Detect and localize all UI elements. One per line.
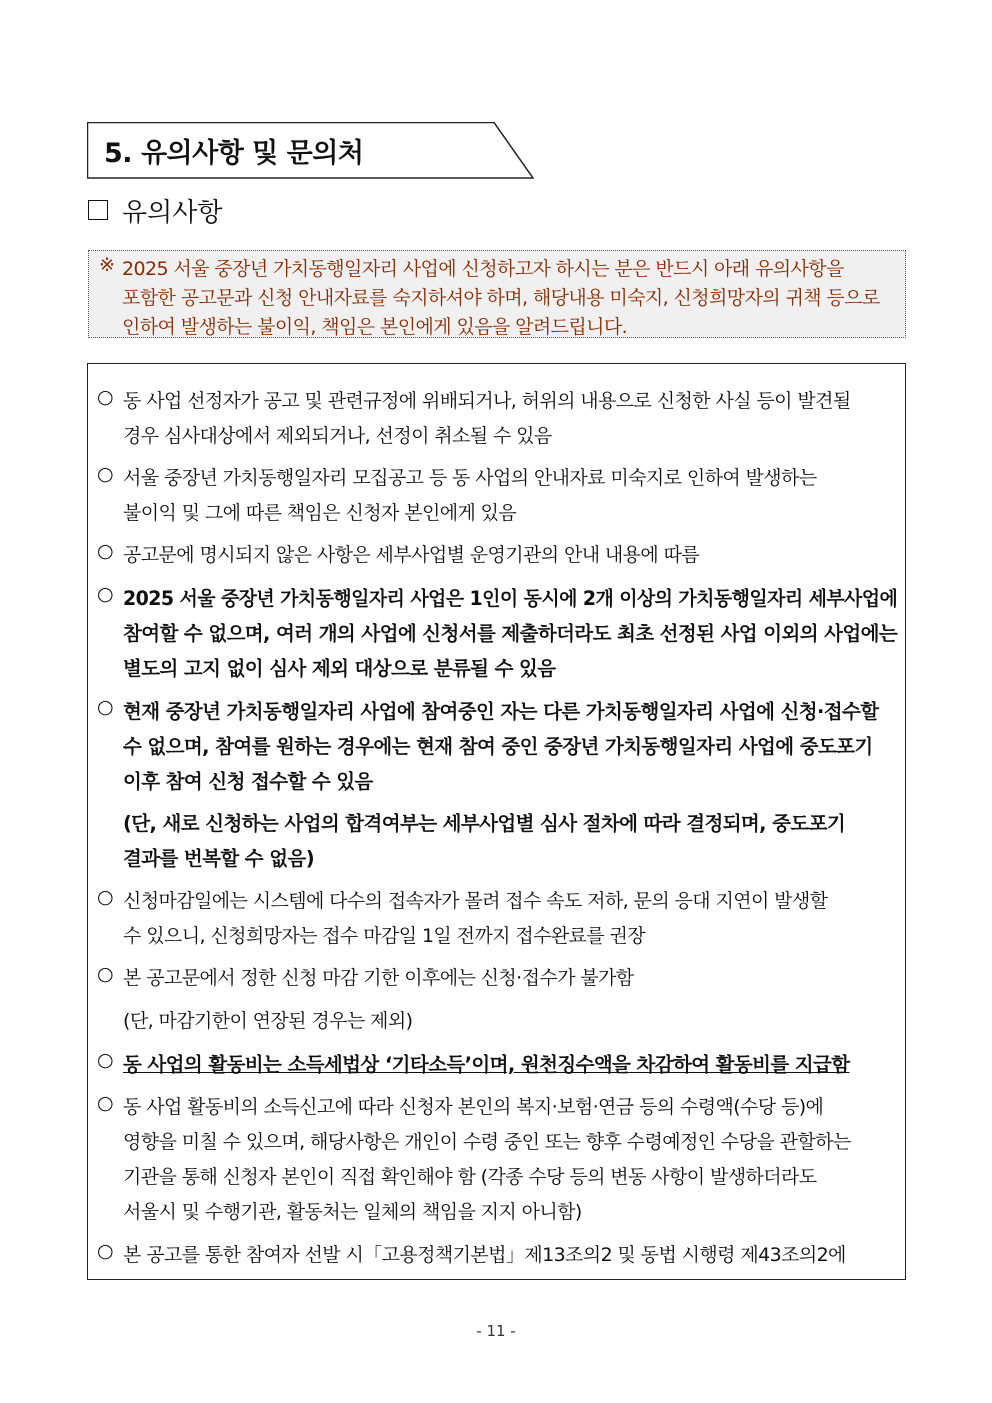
item-note-line: (단, 마감기한이 연장된 경우는 제외) xyxy=(123,1010,413,1032)
circle-bullet-icon: ○ xyxy=(97,1049,114,1071)
item-text-line: 기관을 통해 신청자 본인이 직접 확인해야 함 (각종 수당 등의 변동 사항이 발생하더라도 xyxy=(123,1166,817,1188)
item-note-line: (단, 새로 신청하는 사업의 합격여부는 세부사업별 심사 절차에 따라 결정되며, 중도포기 xyxy=(123,812,846,835)
item-text-line: 참여할 수 없으며, 여러 개의 사업에 신청서를 제출하더라도 최초 선정된 사업 이외의 사업에는 xyxy=(123,622,898,645)
precautions-box xyxy=(87,363,906,1280)
item-text-line: 동 사업의 활동비는 소득세법상 ‘기타소득’이며, 원천징수액을 차감하여 활동비를 지급함 xyxy=(123,1053,850,1076)
item-text-line: 신청마감일에는 시스템에 다수의 접속자가 몰려 접수 속도 저하, 문의 응대 지연이 발생할 xyxy=(123,890,828,912)
notice-line: 2025 서울 중장년 가치동행일자리 사업에 신청하고자 하시는 분은 반드시 아래 유의사항을 xyxy=(122,258,844,280)
item-text-line: 수 있으니, 신청희망자는 접수 마감일 1일 전까지 접수완료를 권장 xyxy=(123,925,646,947)
reference-mark-icon: ※ xyxy=(99,254,115,276)
item-text-line: 불이익 및 그에 따른 책임은 신청자 본인에게 있음 xyxy=(123,502,517,524)
item-text-line: 경우 심사대상에서 제외되거나, 선정이 취소될 수 있음 xyxy=(123,425,552,447)
item-text-line: 2025 서울 중장년 가치동행일자리 사업은 1인이 동시에 2개 이상의 가치동행일자리 세부사업에 xyxy=(123,587,898,610)
item-text-line: 수 없으며, 참여를 원하는 경우에는 현재 참여 중인 중장년 가치동행일자리 사업에 중도포기 xyxy=(123,735,873,758)
item-text-line: 동 사업 선정자가 공고 및 관련규정에 위배되거나, 허위의 내용으로 신청한 사실 등이 발견될 xyxy=(123,390,851,412)
item-text-line: 본 공고를 통한 참여자 선발 시「고용정책기본법」제13조의2 및 동법 시행령 제43조의2에 xyxy=(123,1244,846,1266)
circle-bullet-icon: ○ xyxy=(97,1092,114,1114)
circle-bullet-icon: ○ xyxy=(97,386,114,408)
item-text-line: 영향을 미칠 수 있으며, 해당사항은 개인이 수령 중인 또는 향후 수령예정인 수당을 관할하는 xyxy=(123,1131,851,1153)
item-text-line: 현재 중장년 가치동행일자리 사업에 참여중인 자는 다른 가치동행일자리 사업에 신청·접수할 xyxy=(123,700,879,723)
item-text-line: 이후 참여 신청 접수할 수 있음 xyxy=(123,770,373,793)
circle-bullet-icon: ○ xyxy=(97,696,114,718)
circle-bullet-icon: ○ xyxy=(97,886,114,908)
item-text-line: 공고문에 명시되지 않은 사항은 세부사업별 운영기관의 안내 내용에 따름 xyxy=(123,544,700,566)
item-text-line: 본 공고문에서 정한 신청 마감 기한 이후에는 신청·접수가 불가함 xyxy=(123,967,634,989)
section-title: 5. 유의사항 및 문의처 xyxy=(104,138,364,169)
section-header xyxy=(87,122,534,179)
notice-line: 포함한 공고문과 신청 안내자료를 숙지하셔야 하며, 해당내용 미숙지, 신청희망자의 귀책 등으로 xyxy=(122,287,880,309)
item-note-line: 결과를 번복할 수 없음) xyxy=(123,847,315,870)
notice-box xyxy=(88,250,906,338)
circle-bullet-icon: ○ xyxy=(97,463,114,485)
page-number: - 11 - xyxy=(476,1322,516,1340)
item-text-line: 별도의 고지 없이 심사 제외 대상으로 분류될 수 있음 xyxy=(123,657,556,680)
circle-bullet-icon: ○ xyxy=(97,963,114,985)
item-text-line: 동 사업 활동비의 소득신고에 따라 신청자 본인의 복지·보험·연금 등의 수령액(수당 등)에 xyxy=(123,1096,824,1118)
circle-bullet-icon: ○ xyxy=(97,540,114,562)
item-text-line: 서울 중장년 가치동행일자리 모집공고 등 동 사업의 안내자료 미숙지로 인하여 발생하는 xyxy=(123,467,817,489)
notice-line: 인하여 발생하는 불이익, 책임은 본인에게 있음을 알려드립니다. xyxy=(122,316,628,338)
checkbox-square-icon xyxy=(88,200,108,220)
circle-bullet-icon: ○ xyxy=(97,583,114,605)
subheading-label: 유의사항 xyxy=(122,197,223,228)
item-text-line: 서울시 및 수행기관, 활동처는 일체의 책임을 지지 아니함) xyxy=(123,1201,582,1223)
circle-bullet-icon: ○ xyxy=(97,1240,114,1262)
subheading xyxy=(88,192,222,228)
